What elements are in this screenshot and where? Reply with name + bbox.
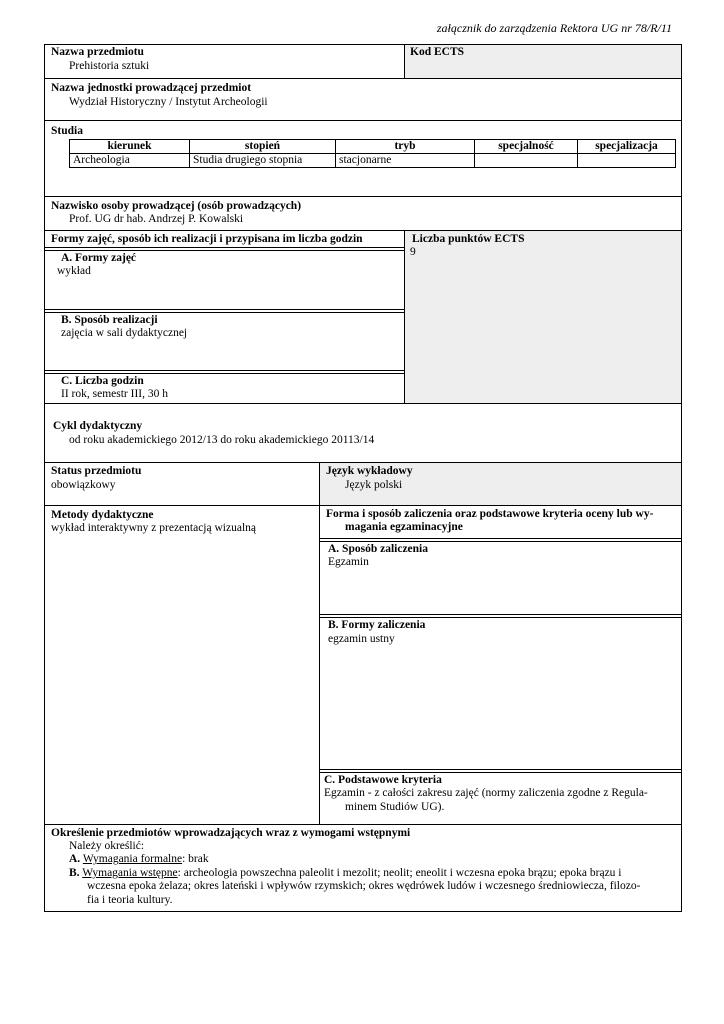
ects-points-value: 9 <box>410 246 416 258</box>
prerequisites-a-term: Wymagania formalne <box>82 853 183 865</box>
lecturer-value: Prof. UG dr hab. Andrzej P. Kowalski <box>69 213 244 225</box>
ects-code-label: Kod ECTS <box>410 46 465 58</box>
col-kierunek: kierunek <box>70 140 190 154</box>
cell-stopien: Studia drugiego stopnia <box>190 154 336 168</box>
forms-b-label: B. Sposób realizacji <box>61 314 158 326</box>
divider <box>320 614 682 615</box>
assessment-label-line1: Forma i sposób zaliczenia oraz podstawowe kryteria oceny lub wy- <box>326 508 654 520</box>
forms-label: Formy zajęć, sposób ich realizacji i przypisana im liczba godzin <box>51 233 363 245</box>
language-value: Język polski <box>345 479 403 491</box>
ects-points-label: Liczba punktów ECTS <box>412 233 525 245</box>
methods-value: wykład interaktywny z prezentacją wizualną <box>51 522 256 534</box>
assessment-c-label: C. Podstawowe kryteria <box>324 774 442 786</box>
assessment-a-value: Egzamin <box>328 556 369 568</box>
cell-tryb: stacjonarne <box>336 154 475 168</box>
divider <box>320 617 682 618</box>
divider <box>44 824 682 825</box>
prerequisites-b-prefix: B. <box>69 867 80 879</box>
cell-specjalnosc <box>475 154 578 168</box>
studies-label: Studia <box>51 125 83 137</box>
divider <box>44 403 682 404</box>
unit-label: Nazwa jednostki prowadzącej przedmiot <box>51 82 252 94</box>
divider <box>44 309 405 310</box>
studies-data-row <box>70 154 676 168</box>
lecturer-label: Nazwisko osoby prowadzącej (osób prowadzących) <box>51 200 302 212</box>
prerequisites-b-line1: : archeologia powszechna paleolit i mezolit; neolit; eneolit i wczesna epoka brązu; epoka brązu i <box>177 867 622 879</box>
assessment-c-line1: Egzamin - z całości zakresu zajęć (normy zaliczenia zgodne z Regula- <box>324 787 648 799</box>
cycle-label: Cykl dydaktyczny <box>53 420 143 432</box>
course-name-label: Nazwa przedmiotu <box>51 46 144 58</box>
prerequisites-label: Określenie przedmiotów wprowadzających wraz z wymogami wstępnymi <box>51 827 411 839</box>
forms-c-value: II rok, semestr III, 30 h <box>61 388 168 400</box>
col-stopien: stopień <box>190 140 336 154</box>
studies-table <box>69 139 676 168</box>
col-specjalnosc: specjalność <box>475 140 578 154</box>
divider <box>44 370 405 371</box>
cell-kierunek: Archeologia <box>70 154 190 168</box>
studies-header-row <box>70 140 676 154</box>
unit-value: Wydział Historyczny / Instytut Archeologii <box>69 96 268 108</box>
forms-b-value: zajęcia w sali dydaktycznej <box>61 327 188 339</box>
divider <box>320 541 682 542</box>
divider <box>404 44 405 79</box>
divider <box>320 769 682 770</box>
prerequisites-b-line2: wczesna epoka żelaza; okres lateński i wpływów rzymskich; okres wędrówek ludów i wczesnego średniowiecza, filozo- <box>87 880 641 892</box>
cell-specjalizacja <box>578 154 676 168</box>
forms-c-label: C. Liczba godzin <box>61 375 144 387</box>
assessment-b-value: egzamin ustny <box>328 633 395 645</box>
divider <box>44 120 682 121</box>
forms-a-value: wykład <box>57 265 91 277</box>
prerequisites-b-term: Wymagania wstępne <box>82 867 178 879</box>
assessment-a-label: A. Sposób zaliczenia <box>328 543 428 555</box>
status-value: obowiązkowy <box>51 479 116 491</box>
course-name-value: Prehistoria sztuki <box>69 60 150 72</box>
divider <box>44 373 405 374</box>
status-label: Status przedmiotu <box>51 465 142 477</box>
divider <box>44 462 682 463</box>
language-label: Język wykładowy <box>326 465 413 477</box>
divider <box>44 250 405 251</box>
divider <box>44 505 682 506</box>
forms-a-label: A. Formy zajęć <box>61 252 137 264</box>
assessment-c-line2: minem Studiów UG). <box>345 801 445 813</box>
prerequisites-intro: Należy określić: <box>69 840 145 852</box>
prerequisites-a-value: : brak <box>182 853 209 865</box>
col-specjalizacja: specjalizacja <box>578 140 676 154</box>
divider <box>44 230 682 231</box>
document-header: załącznik do zarządzenia Rektora UG nr 78/R/11 <box>436 21 672 35</box>
divider <box>44 78 682 79</box>
divider <box>44 312 405 313</box>
divider <box>44 247 405 248</box>
methods-label: Metody dydaktyczne <box>51 509 154 521</box>
divider <box>44 196 682 197</box>
divider <box>404 230 405 404</box>
prerequisites-b <box>69 867 622 880</box>
divider <box>320 538 682 539</box>
prerequisites-b-line3: fia i teoria kultury. <box>87 894 173 906</box>
assessment-label-line2: magania egzaminacyjne <box>345 521 463 533</box>
assessment-b-label: B. Formy zaliczenia <box>328 619 426 631</box>
divider <box>320 772 682 773</box>
prerequisites-a-prefix: A. <box>69 853 81 865</box>
cycle-value: od roku akademickiego 2012/13 do roku akademickiego 20113/14 <box>69 434 375 446</box>
prerequisites-a <box>69 853 209 866</box>
col-tryb: tryb <box>336 140 475 154</box>
